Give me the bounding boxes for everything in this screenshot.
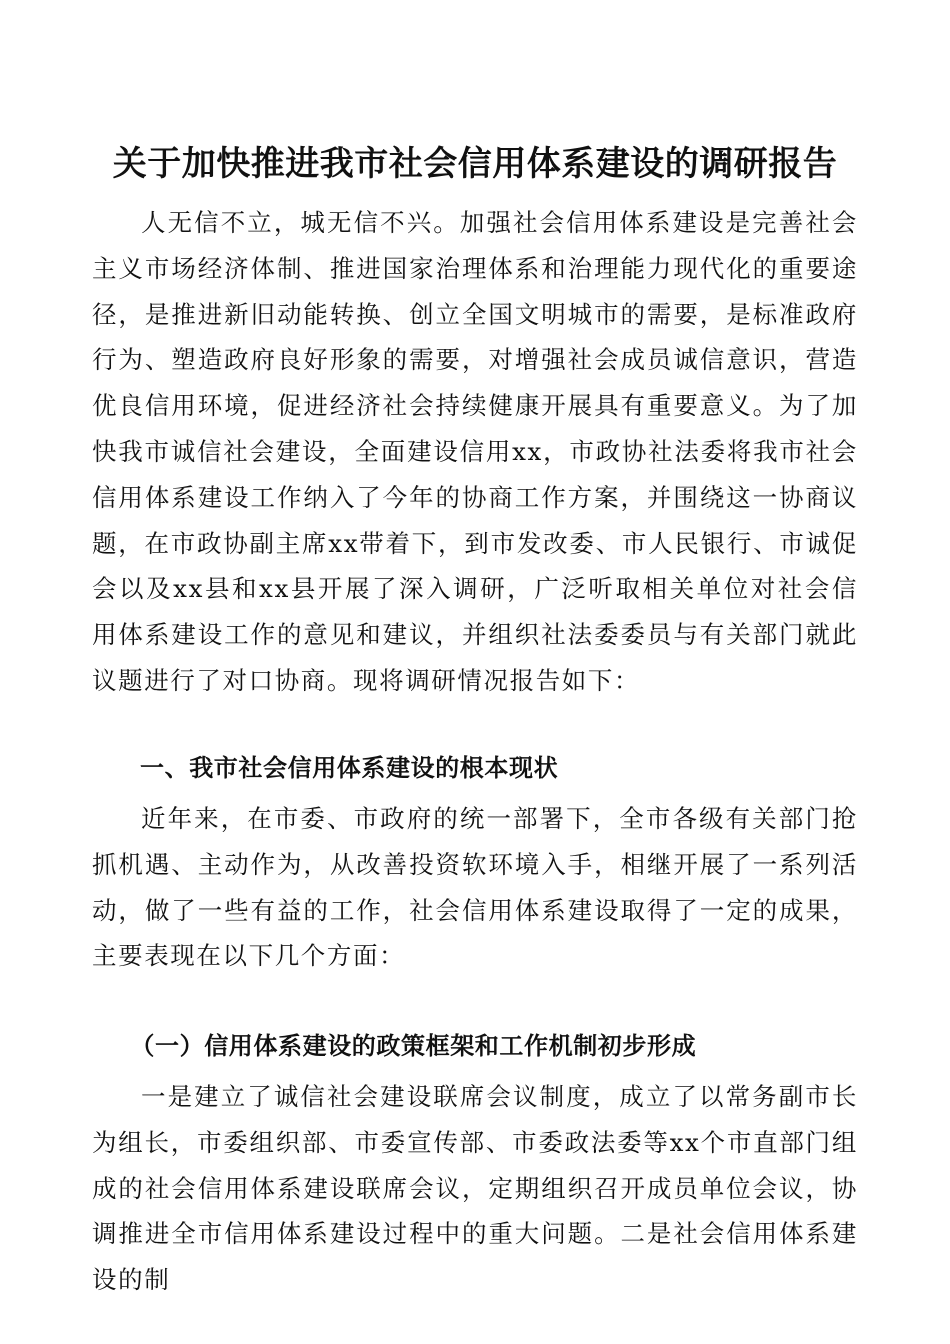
subsection-heading: （一）信用体系建设的政策框架和工作机制初步形成: [130, 1032, 697, 1060]
document-title: 关于加快推进我市社会信用体系建设的调研报告: [112, 144, 838, 184]
section-paragraph: 近年来，在市委、市政府的统一部署下，全市各级有关部门抢抓机遇、主动作为，从改善投资软环境入手，相继开展了一系列活动，做了一些有益的工作，社会信用体系建设取得了一定的成果，主要表现在以下几个方面：: [92, 804, 858, 971]
intro-paragraph: 人无信不立，城无信不兴。加强社会信用体系建设是完善社会主义市场经济体制、推进国家治理体系和治理能力现代化的重要途径，是推进新旧动能转换、创立全国文明城市的需要，是标准政府行为、塑造政府良好形象的需要，对增强社会成员诚信意识，营造优良信用环境，促进经济社会持续健康开展具有重要意义。为了加快我市诚信社会建设，全面建设信用xx，市政协社法委将我市社会信用体系建设工作纳入了今年的协商工作方案，并围绕这一协商议题，在市政协副主席xx带着下，到市发改委、市人民银行、市诚促会以及xx县和xx县开展了深入调研，广泛听取相关单位对社会信用体系建设工作的意见和建议，并组织社法委委员与有关部门就此议题进行了对口协商。现将调研情况报告如下：: [92, 208, 858, 695]
section-heading: 一、我市社会信用体系建设的根本现状: [140, 754, 559, 782]
subsection-paragraph: 一是建立了诚信社会建设联席会议制度，成立了以常务副市长为组长，市委组织部、市委宣传部、市委政法委等xx个市直部门组成的社会信用体系建设联席会议，定期组织召开成员单位会议，协调推进全市信用体系建设过程中的重大问题。二是社会信用体系建设的制: [92, 1082, 858, 1295]
